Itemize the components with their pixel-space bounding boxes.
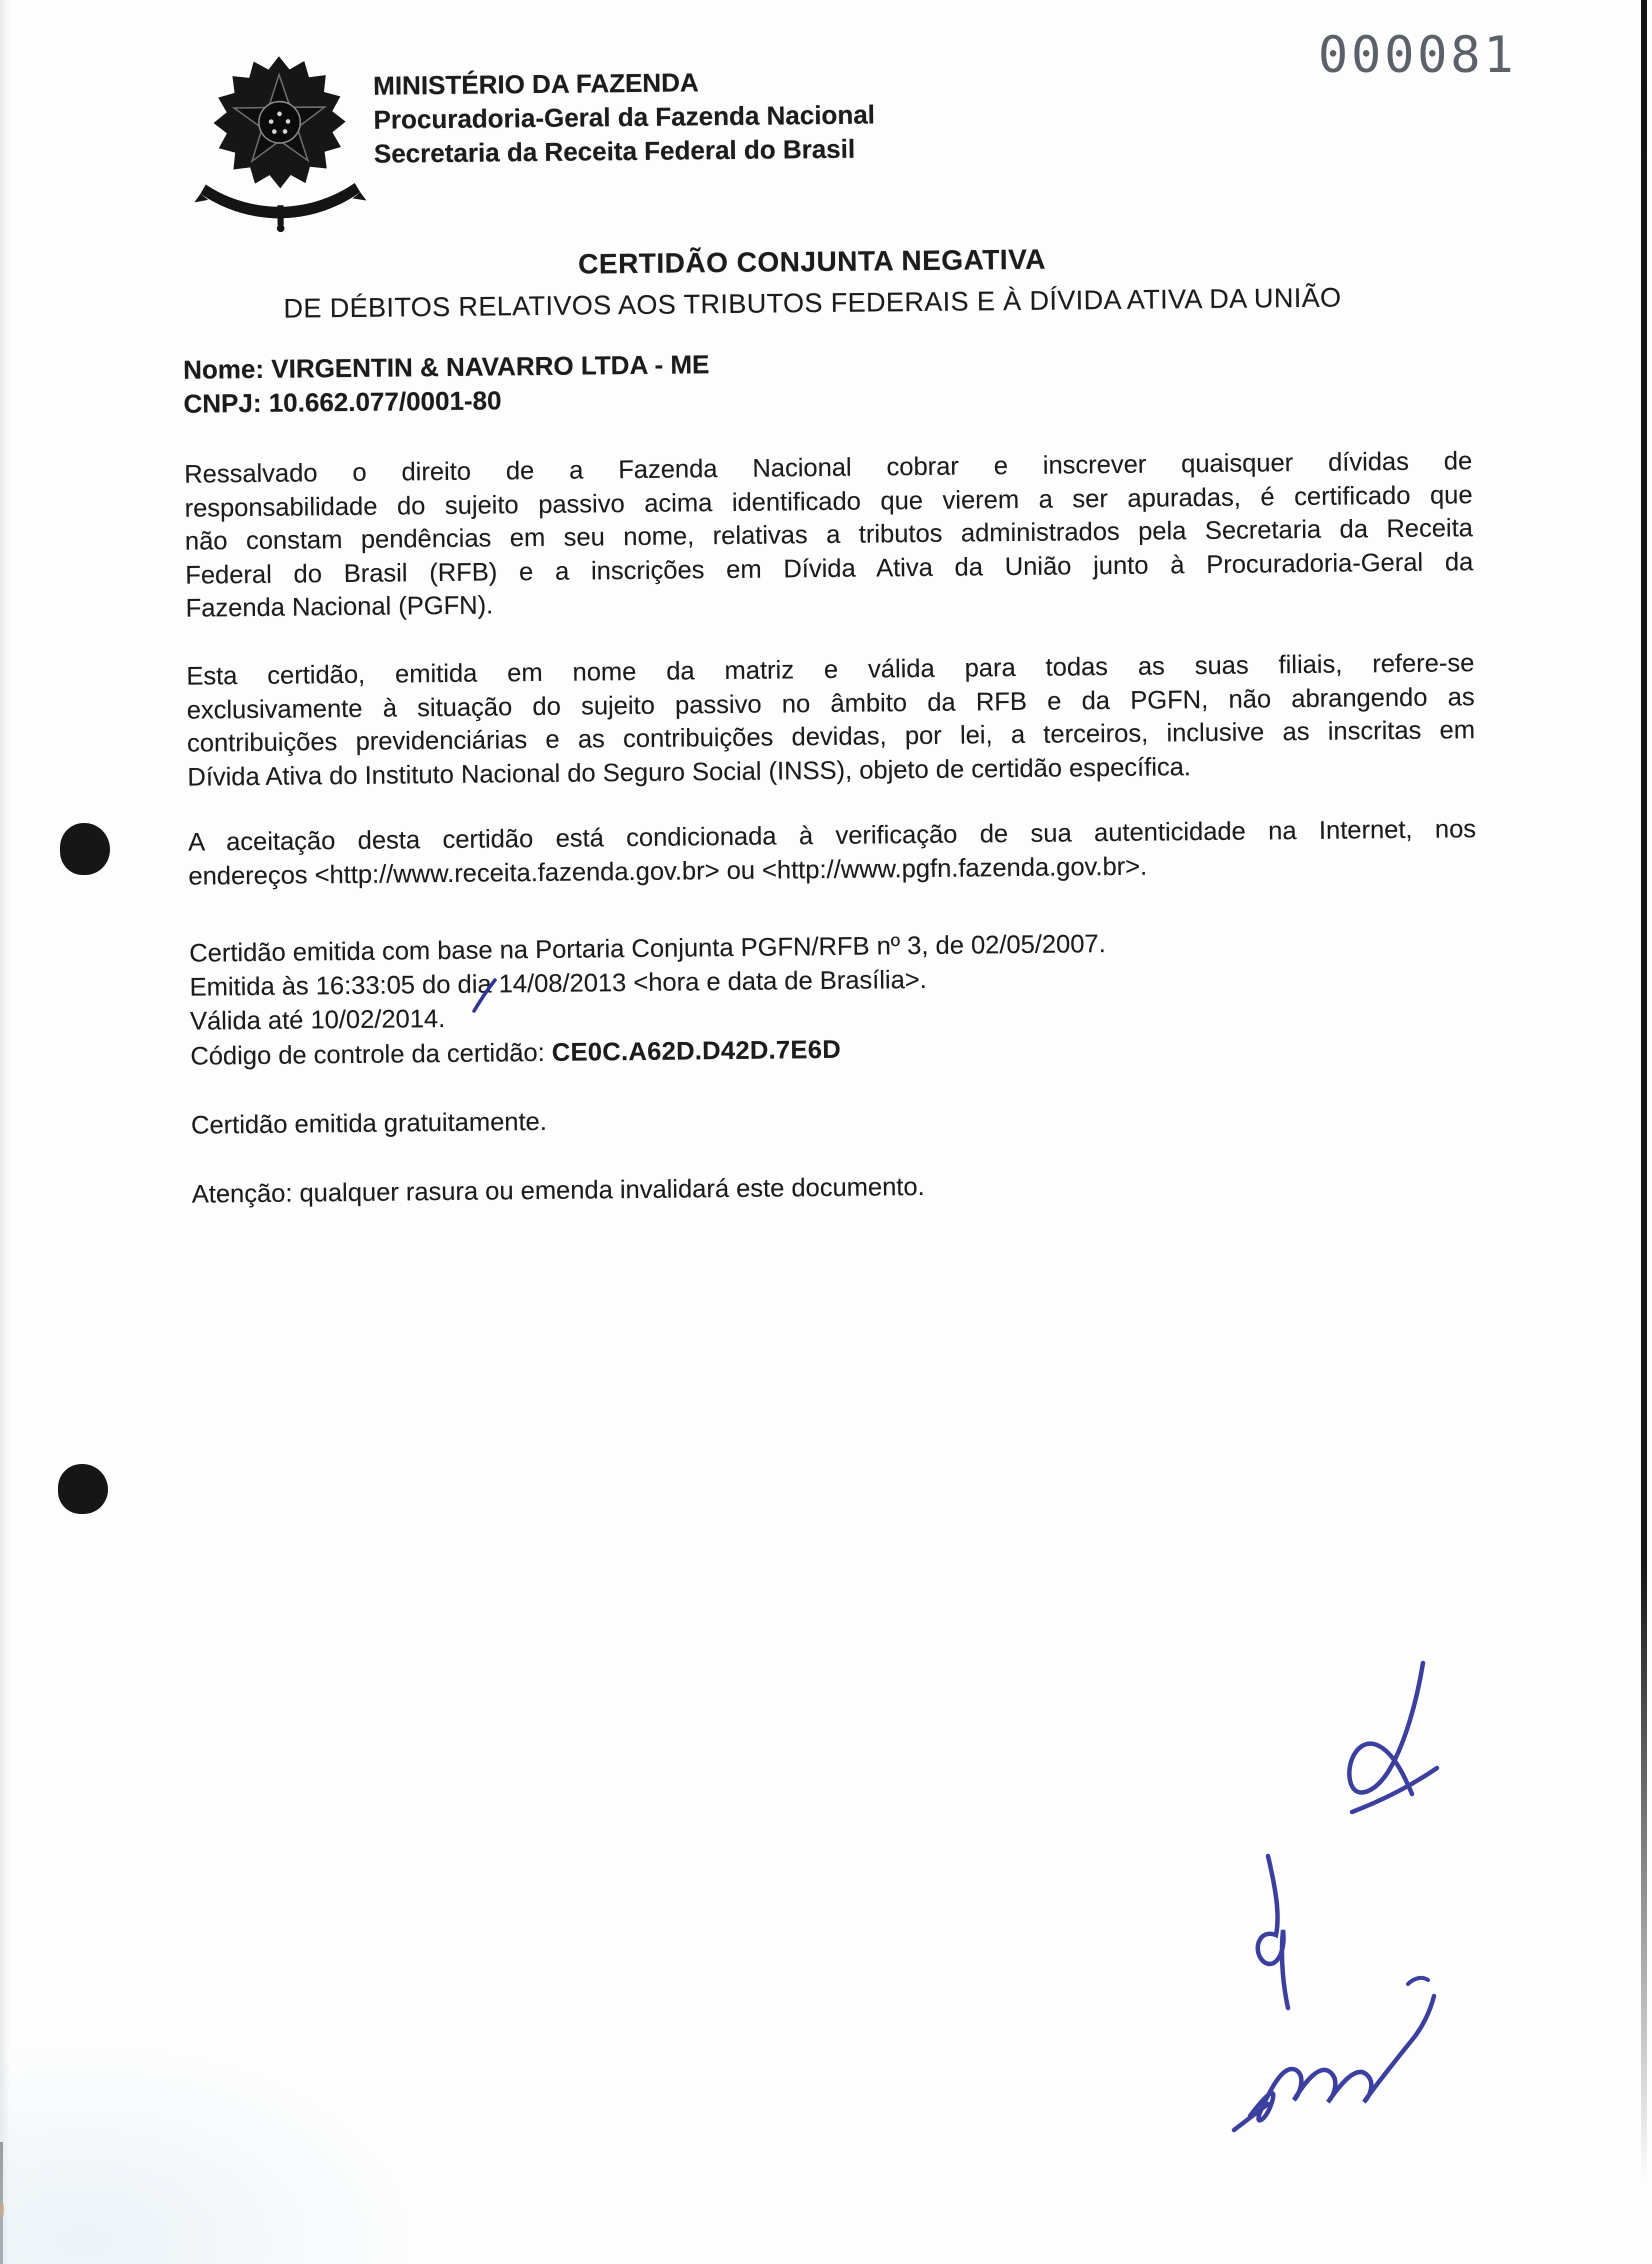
- page-number-stamp: 000081: [1318, 26, 1517, 84]
- paragraph-line: Ressalvado o direito de a Fazenda Nacional cobrar e inscrever quaisquer dívidas de: [184, 447, 1473, 489]
- paragraph-line: contribuições previdenciárias e as contribuições devidas, por lei, a terceiros, inclusive as inscritas em: [186, 716, 1476, 758]
- portaria-line: Certidão emitida com base na Portaria Conjunta PGFN/RFB nº 3, de 02/05/2007.: [189, 930, 1106, 968]
- org-line-rfb: Secretaria da Receita Federal do Brasil: [373, 133, 856, 169]
- emission-line: Emitida às 16:33:05 do dia 14/08/2013 <hora e data de Brasília>.: [189, 965, 927, 1002]
- warning-line: Atenção: qualquer rasura ou emenda invalidará este documento.: [191, 1172, 925, 1209]
- paragraph-reservation: [184, 445, 1474, 626]
- paragraph-line: Federal do Brasil (RFB) e a inscrições em Dívida Ativa da União junto à Procuradoria-Geral da: [185, 547, 1474, 590]
- coat-of-arms-icon: [193, 41, 367, 235]
- paragraph-authenticity: [188, 813, 1477, 893]
- document-title-block: [112, 239, 1513, 327]
- org-line-pgfn: Procuradoria-Geral da Fazenda Nacional: [373, 99, 876, 135]
- paragraph-line: Fazenda Nacional (PGFN).: [185, 591, 494, 623]
- document-title: CERTIDÃO CONJUNTA NEGATIVA: [578, 243, 1047, 280]
- paragraph-line: não constam pendências em seu nome, relativas a tributos administrados pela Secretaria da Receita: [184, 514, 1474, 556]
- document-subtitle: DE DÉBITOS RELATIVOS AOS TRIBUTOS FEDERAIS E À DÍVIDA ATIVA DA UNIÃO: [283, 282, 1342, 324]
- paragraph-line: Dívida Ativa do Instituto Nacional do Seguro Social (INSS), objeto de certidão específica.: [187, 752, 1192, 792]
- free-issue-line: Certidão emitida gratuitamente.: [190, 1107, 547, 1140]
- header-org-block: [373, 63, 875, 170]
- paragraph-line: responsabilidade do sujeito passivo acima identificado que vierem a ser apuradas, é certificado que: [184, 480, 1473, 523]
- paragraph-line: exclusivamente à situação do sujeito passivo no âmbito da RFB e da PGFN, não abrangendo as: [186, 682, 1475, 725]
- paragraph-scope: [186, 647, 1475, 794]
- subject-identification: [183, 347, 710, 421]
- paragraph-line: A aceitação desta certidão está condicionada à verificação de sua autenticidade na Internet, nos: [187, 815, 1477, 857]
- paragraph-line: Esta certidão, emitida em nome da matriz e válida para todas as suas filiais, refere-se: [186, 649, 1475, 691]
- ministry-name: MINISTÉRIO DA FAZENDA: [373, 67, 699, 101]
- subject-name-line: Nome: VIRGENTIN & NAVARRO LTDA - ME: [183, 349, 710, 385]
- paragraph-line: endereços <http://www.receita.fazenda.gov.br> ou <http://www.pgfn.fazenda.gov.br>.: [188, 852, 1148, 891]
- subject-cnpj-line: CNPJ: 10.662.077/0001-80: [183, 385, 502, 419]
- control-code-label: Código de controle da certidão:: [190, 1038, 552, 1071]
- control-code-value: CE0C.A62D.D42D.7E6D: [551, 1035, 842, 1067]
- validity-line: Válida até 10/02/2014.: [189, 1004, 446, 1036]
